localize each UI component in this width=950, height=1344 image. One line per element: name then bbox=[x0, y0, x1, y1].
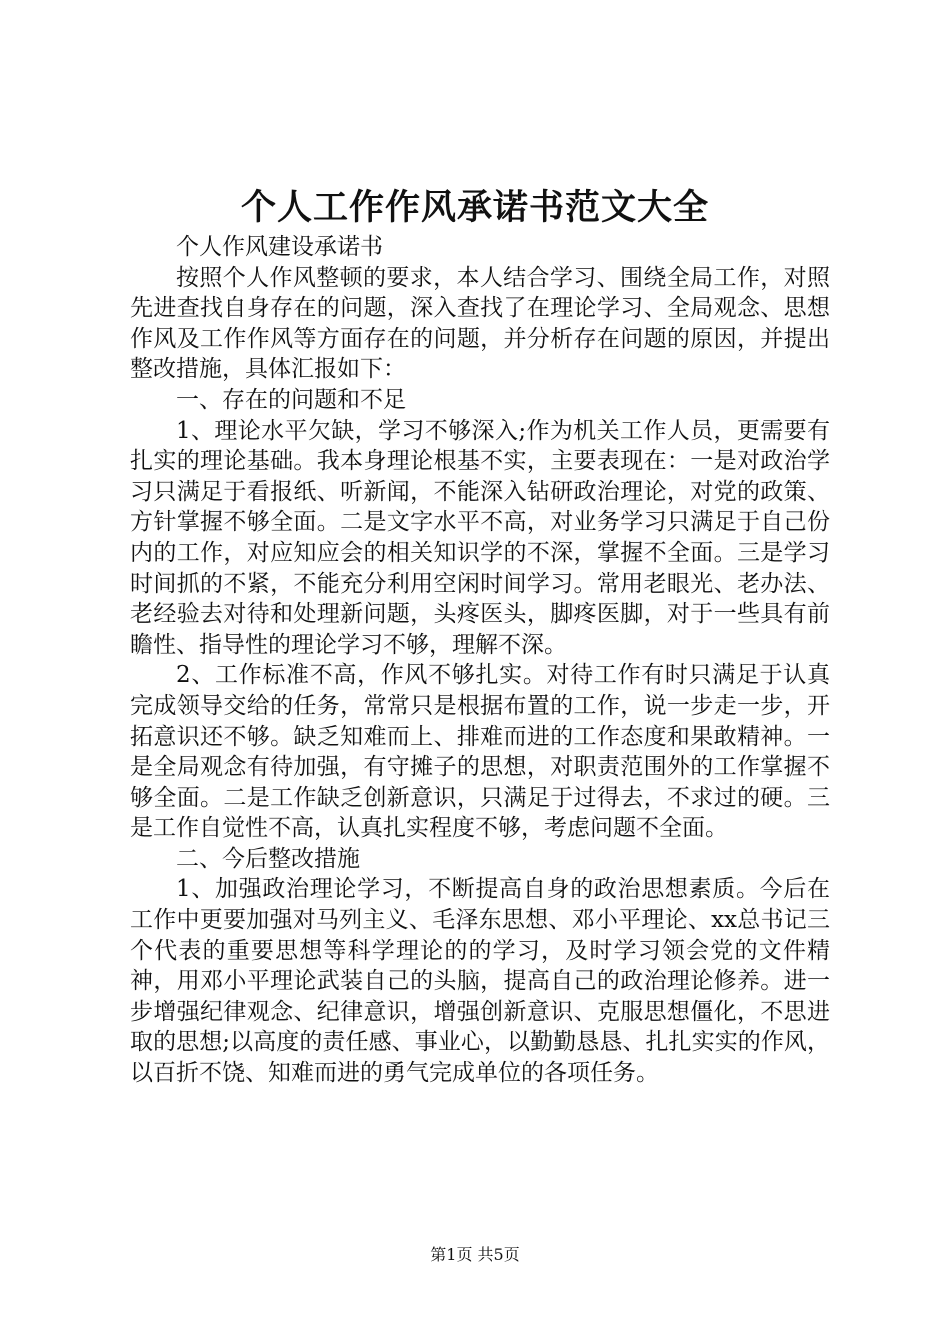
page-footer: 第1页 共5页 bbox=[430, 1245, 520, 1264]
section-heading-problems: 一、存在的问题和不足 bbox=[176, 386, 406, 413]
paragraph-problem-1: 1、理论水平欠缺，学习不够深入;作为机关工作人员，更需要有扎实的理论基础。我本身理论根基不实，主要表现在：一是对政治学习只满足于看报纸、听新闻，不能深入钻研政治理论，对党的政策、方针掌握不够全面。二是文字水平不高，对业务学习只满足于自己份内的工作，对应知应会的相关知识学的不深，掌握不全面。三是学习时间抓的不紧，不能充分利用空闲时间学习。常用老眼光、老办法、老经验去对待和处理新问题，头疼医头，脚疼医脚，对于一些具有前瞻性、指导性的理论学习不够，理解不深。 bbox=[130, 417, 830, 658]
document-title: 个人工作作风承诺书范文大全 bbox=[240, 187, 709, 228]
section-heading-measures: 二、今后整改措施 bbox=[176, 845, 360, 872]
paragraph-problem-2: 2、工作标准不高，作风不够扎实。对待工作有时只满足于认真完成领导交给的任务，常常只是根据布置的工作，说一步走一步，开拓意识还不够。缺乏知难而上、排难而进的工作态度和果敢精神。一是全局观念有待加强，有守摊子的思想，对职责范围外的工作掌握不够全面。二是工作缺乏创新意识，只满足于过得去，不求过的硬。三是工作自觉性不高，认真扎实程度不够，考虑问题不全面。 bbox=[130, 662, 830, 842]
paragraph-intro: 按照个人作风整顿的要求，本人结合学习、围绕全局工作，对照先进查找自身存在的问题，深入查找了在理论学习、全局观念、思想作风及工作作风等方面存在的问题，并分析存在问题的原因，并提出整改措施，具体汇报如下： bbox=[130, 264, 830, 383]
document-body bbox=[130, 232, 830, 1089]
paragraph-subtitle: 个人作风建设承诺书 bbox=[176, 234, 383, 260]
paragraph-measure-1: 1、加强政治理论学习，不断提高自身的政治思想素质。今后在工作中更要加强对马列主义、毛泽东思想、邓小平理论、xx总书记三个代表的重要思想等科学理论的的学习，及时学习领会党的文件精神，用邓小平理论武装自己的头脑，提高自己的政治理论修养。进一步增强纪律观念、纪律意识，增强创新意识、克服思想僵化，不思进取的思想;以高度的责任感、事业心，以勤勤恳恳、扎扎实实的作风，以百折不饶、知难而进的勇气完成单位的各项任务。 bbox=[130, 876, 830, 1087]
